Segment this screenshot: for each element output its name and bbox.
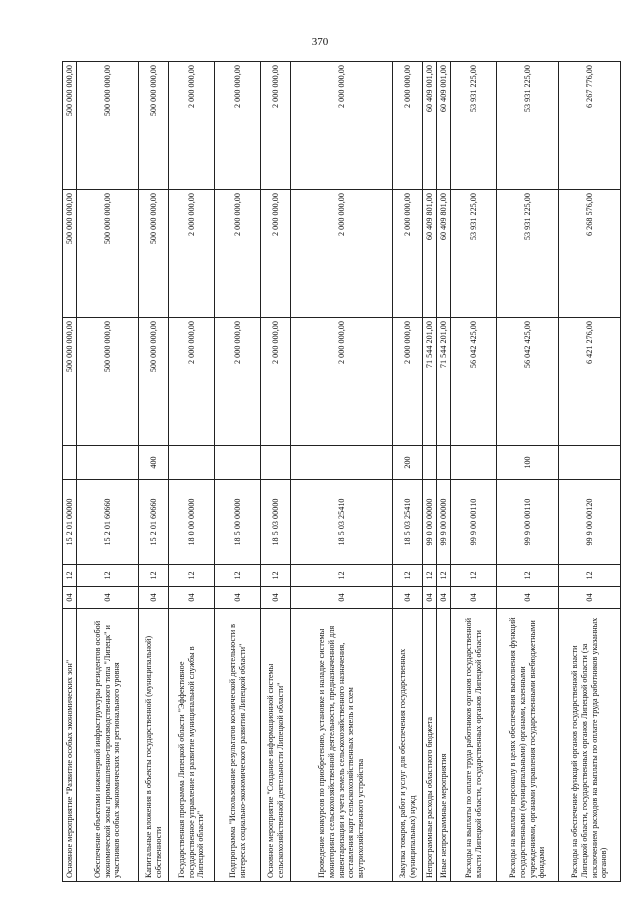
row-sum-1: 2 000 000,00 — [169, 318, 215, 446]
row-sum-1: 56 042 425,00 — [497, 318, 559, 446]
row-podrazdel: 12 — [261, 565, 291, 587]
row-razdel: 04 — [63, 587, 77, 609]
row-sum-2: 60 409 801,00 — [423, 190, 437, 318]
row-csr: 18 5 03 25410 — [393, 480, 423, 565]
row-sum-3: 500 000 000,00 — [63, 62, 77, 190]
row-vr — [559, 446, 621, 480]
row-podrazdel: 12 — [437, 565, 451, 587]
row-podrazdel: 12 — [497, 565, 559, 587]
row-vr: 200 — [393, 446, 423, 480]
table-row — [77, 62, 139, 882]
row-sum-1: 2 000 000,00 — [261, 318, 291, 446]
row-sum-2: 2 000 000,00 — [215, 190, 261, 318]
row-podrazdel: 12 — [139, 565, 169, 587]
row-vr: 100 — [497, 446, 559, 480]
row-sum-2: 500 000 000,00 — [77, 190, 139, 318]
row-sum-1: 500 000 000,00 — [139, 318, 169, 446]
row-csr: 15 2 01 60660 — [77, 480, 139, 565]
row-csr: 99 9 00 00110 — [451, 480, 497, 565]
row-csr: 15 2 01 60660 — [139, 480, 169, 565]
row-vr — [215, 446, 261, 480]
row-name: Расходы на выплаты по оплате труда работников органов государственной власти Липецкой области, государственных органов Липецкой области — [451, 609, 497, 882]
row-sum-2: 500 000 000,00 — [139, 190, 169, 318]
row-vr — [77, 446, 139, 480]
row-sum-2: 53 931 225,00 — [497, 190, 559, 318]
row-sum-1: 2 000 000,00 — [393, 318, 423, 446]
row-razdel: 04 — [215, 587, 261, 609]
row-sum-3: 53 931 225,00 — [497, 62, 559, 190]
budget-table-container — [62, 62, 609, 882]
row-sum-3: 60 409 001,00 — [437, 62, 451, 190]
row-csr: 99 0 00 00000 — [423, 480, 437, 565]
row-csr: 18 5 00 00000 — [215, 480, 261, 565]
row-podrazdel: 12 — [291, 565, 393, 587]
table-row — [559, 62, 621, 882]
row-name: Расходы на обеспечение функций органов государственной власти Липецкой области, государственных органов Липецкой области (за исключением расходов на выплаты по оплате труда работников указанных органов) — [559, 609, 621, 882]
row-name: Иные непрограммные мероприятия — [437, 609, 451, 882]
row-name: Обеспечение объектами инженерной инфраструктуры резидентов особой экономической зоны промышленно-производственного типа "Липецк" и участников особых экономических зон регионального уровня — [77, 609, 139, 882]
row-razdel: 04 — [261, 587, 291, 609]
row-csr: 18 5 03 00000 — [261, 480, 291, 565]
row-sum-1: 500 000 000,00 — [77, 318, 139, 446]
row-razdel: 04 — [437, 587, 451, 609]
row-csr: 18 5 03 25410 — [291, 480, 393, 565]
row-sum-1: 71 544 201,00 — [423, 318, 437, 446]
row-name: Капитальные вложения в объекты государственной (муниципальной) собственности — [139, 609, 169, 882]
row-vr — [63, 446, 77, 480]
table-row — [437, 62, 451, 882]
row-razdel: 04 — [451, 587, 497, 609]
row-vr — [451, 446, 497, 480]
row-podrazdel: 12 — [63, 565, 77, 587]
row-name: Расходы на выплаты персоналу в целях обеспечения выполнения функций государственными (муниципальными) органами, казенными учреждениями, органами управления государственными внебюджетными фондами — [497, 609, 559, 882]
row-sum-3: 500 000 000,00 — [77, 62, 139, 190]
row-razdel: 04 — [393, 587, 423, 609]
row-name: Основное мероприятие "Развитие особых экономических зон" — [63, 609, 77, 882]
row-sum-3: 2 000 000,00 — [169, 62, 215, 190]
row-sum-3: 60 409 001,00 — [423, 62, 437, 190]
budget-table — [62, 61, 621, 882]
row-podrazdel: 12 — [451, 565, 497, 587]
row-podrazdel: 12 — [169, 565, 215, 587]
page-number: 370 — [311, 36, 329, 48]
row-sum-3: 2 000 000,00 — [291, 62, 393, 190]
row-sum-2: 500 000 000,00 — [63, 190, 77, 318]
row-vr: 400 — [139, 446, 169, 480]
row-name: Проведение конкурсов по приобретению, установке и наладке системы мониторинга сельскохозяйственной деятельности, предназначенной для инвентаризации и учета земель сельскохозяйственного назначения, составления карт сельскохозяйственных земель и схем внутрихозяйственного устройства — [291, 609, 393, 882]
table-row — [139, 62, 169, 882]
row-razdel: 04 — [497, 587, 559, 609]
row-sum-3: 2 000 000,00 — [215, 62, 261, 190]
row-podrazdel: 12 — [559, 565, 621, 587]
row-name: Основное мероприятие "Создание информационной системы сельскохозяйственной деятельности Липецкой области" — [261, 609, 291, 882]
row-razdel: 04 — [423, 587, 437, 609]
table-row — [393, 62, 423, 882]
row-csr: 99 9 00 00000 — [437, 480, 451, 565]
row-csr: 99 9 00 00110 — [497, 480, 559, 565]
row-sum-2: 2 000 000,00 — [261, 190, 291, 318]
row-vr — [423, 446, 437, 480]
row-sum-1: 2 000 000,00 — [215, 318, 261, 446]
row-sum-3: 2 000 000,00 — [261, 62, 291, 190]
row-vr — [169, 446, 215, 480]
row-razdel: 04 — [77, 587, 139, 609]
row-razdel: 04 — [139, 587, 169, 609]
row-sum-2: 60 409 801,00 — [437, 190, 451, 318]
rotated-page — [62, 62, 609, 882]
row-sum-2: 6 268 576,00 — [559, 190, 621, 318]
row-vr — [291, 446, 393, 480]
table-row — [215, 62, 261, 882]
row-sum-2: 2 000 000,00 — [169, 190, 215, 318]
row-podrazdel: 12 — [215, 565, 261, 587]
row-name: Непрограммные расходы областного бюджета — [423, 609, 437, 882]
table-body — [63, 62, 621, 882]
row-sum-3: 2 000 000,00 — [393, 62, 423, 190]
row-sum-1: 2 000 000,00 — [291, 318, 393, 446]
row-sum-3: 6 267 776,00 — [559, 62, 621, 190]
row-podrazdel: 12 — [393, 565, 423, 587]
table-row — [261, 62, 291, 882]
row-sum-2: 2 000 000,00 — [291, 190, 393, 318]
row-sum-1: 6 421 276,00 — [559, 318, 621, 446]
table-row — [423, 62, 437, 882]
row-sum-2: 2 000 000,00 — [393, 190, 423, 318]
row-sum-2: 53 931 225,00 — [451, 190, 497, 318]
row-podrazdel: 12 — [423, 565, 437, 587]
row-sum-3: 53 931 225,00 — [451, 62, 497, 190]
row-podrazdel: 12 — [77, 565, 139, 587]
table-row — [497, 62, 559, 882]
row-sum-1: 71 544 201,00 — [437, 318, 451, 446]
row-sum-1: 500 000 000,00 — [63, 318, 77, 446]
row-csr: 15 2 01 00000 — [63, 480, 77, 565]
table-row — [291, 62, 393, 882]
row-vr — [261, 446, 291, 480]
row-name: Подпрограмма "Использование результатов космической деятельности в интересах социально-экономического развития Липецкой области" — [215, 609, 261, 882]
row-razdel: 04 — [291, 587, 393, 609]
table-row — [451, 62, 497, 882]
row-razdel: 04 — [559, 587, 621, 609]
table-row — [169, 62, 215, 882]
row-name: Закупка товаров, работ и услуг для обеспечения государственных (муниципальных) нужд — [393, 609, 423, 882]
row-vr — [437, 446, 451, 480]
row-sum-1: 56 042 425,00 — [451, 318, 497, 446]
row-sum-3: 500 000 000,00 — [139, 62, 169, 190]
table-row — [63, 62, 77, 882]
row-csr: 99 9 00 00120 — [559, 480, 621, 565]
row-csr: 18 0 00 00000 — [169, 480, 215, 565]
row-razdel: 04 — [169, 587, 215, 609]
row-name: Государственная программа Липецкой области "Эффективное государственное управление и развитие муниципальной службы в Липецкой области" — [169, 609, 215, 882]
